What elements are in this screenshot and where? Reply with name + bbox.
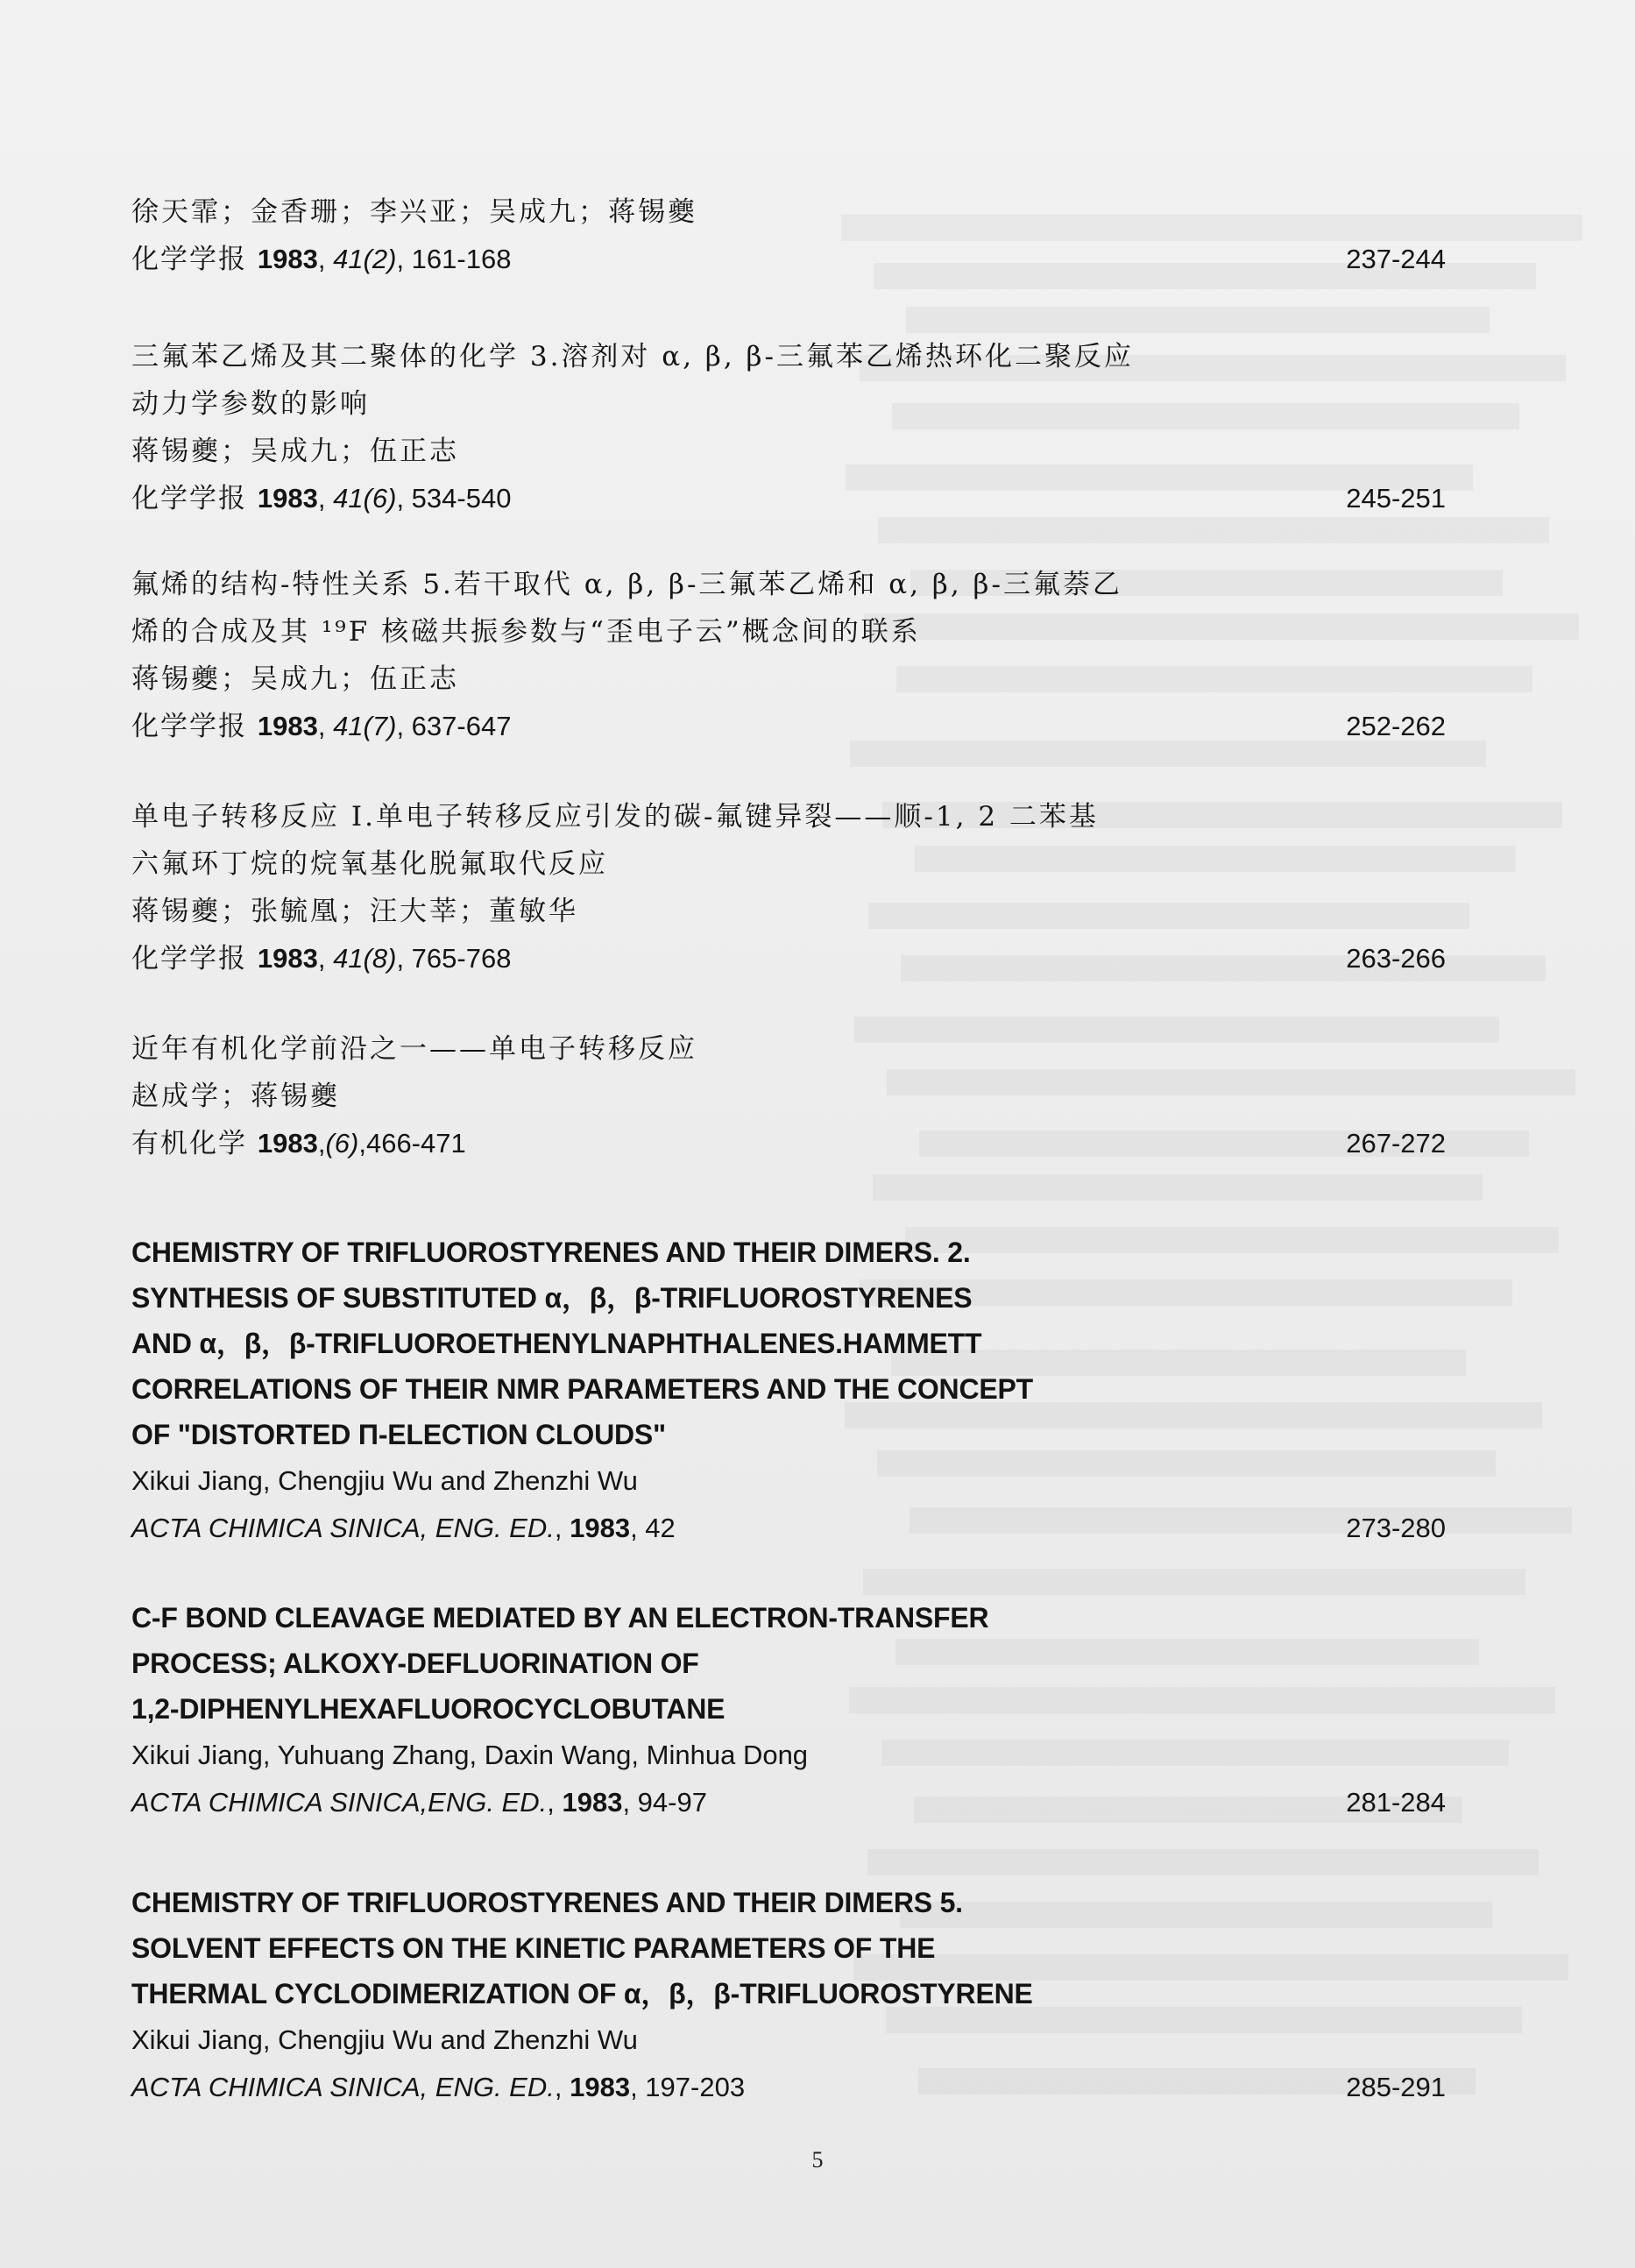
citation-title-line: AND α，β，β-TRIFLUOROETHENYLNAPHTHALENES.HAMMETT [131, 1328, 982, 1359]
citation-title-line: CHEMISTRY OF TRIFLUOROSTYRENES AND THEIR DIMERS. 2. [131, 1237, 971, 1268]
journal-name: 化学学报 [131, 711, 258, 742]
citation-title-line: 1,2-DIPHENYLHEXAFLUOROCYCLOBUTANE [131, 1693, 725, 1725]
citation-authors: 徐天霏；金香珊；李兴亚；吴成九；蒋锡夔 [131, 196, 697, 228]
citation-title-line: C-F BOND CLEAVAGE MEDIATED BY AN ELECTRON-TRANSFER [131, 1602, 989, 1634]
page-number: 5 [811, 2147, 824, 2172]
citation-entry [131, 561, 1446, 750]
citation-title-line: CORRELATIONS OF THEIR NMR PARAMETERS AND THE CONCEPT [131, 1373, 1034, 1405]
page-range: 42 [645, 1513, 676, 1543]
publication-year: 1983 [257, 244, 318, 274]
citation-title-line: OF "DISTORTED Π-ELECTION CLOUDS" [131, 1419, 667, 1450]
page-range: ,466-471 [358, 1128, 466, 1159]
page-range: 197-203 [645, 2072, 746, 2102]
page-range: , 765-768 [396, 943, 512, 974]
citation-title-line: SYNTHESIS OF SUBSTITUTED α，β，β-TRIFLUOROSTYRENES [131, 1282, 973, 1314]
page-range: , 637-647 [396, 711, 512, 741]
volume-issue: (6) [325, 1128, 359, 1159]
journal-name: ACTA CHIMICA SINICA, ENG. ED. [131, 1513, 555, 1543]
ghost-text-band [863, 1569, 1525, 1595]
separator: , [317, 1128, 326, 1159]
citation-source [131, 475, 1446, 522]
page-range: , 161-168 [396, 244, 512, 274]
separator: , [317, 483, 334, 514]
ghost-text-band [906, 307, 1490, 333]
publication-year: 1983 [257, 1128, 318, 1159]
citation-title-line: THERMAL CYCLODIMERIZATION OF α，β，β-TRIFLUOROSTYRENE [131, 1978, 1033, 2009]
citation-entry [131, 1595, 1446, 1826]
citation-source [131, 703, 1446, 750]
page-range-column: 252-262 [1346, 711, 1446, 741]
citation-authors: 蒋锡夔；张毓凰；汪大莘；董敏华 [131, 896, 578, 927]
citation-entry [131, 188, 1446, 283]
citation-title-line: CHEMISTRY OF TRIFLUOROSTYRENES AND THEIR DIMERS 5. [131, 1887, 963, 1918]
publication-year: 1983 [570, 2072, 631, 2102]
citation-source [131, 935, 1446, 982]
page-range: 94-97 [637, 1787, 707, 1818]
citation-source [131, 1505, 1446, 1552]
separator: , [317, 711, 334, 741]
citation-source [131, 236, 1446, 283]
publication-year: 1983 [257, 483, 318, 514]
journal-name: 化学学报 [131, 244, 258, 275]
separator: , [622, 1787, 638, 1818]
citation-authors: Xikui Jiang, Yuhuang Zhang, Daxin Wang, Minhua Dong [131, 1740, 809, 1770]
citation-title-line: 三氟苯乙烯及其二聚体的化学 3.溶剂对 α, β, β-三氟苯乙烯热环化二聚反应 [131, 341, 1134, 372]
separator: , [630, 2072, 646, 2102]
citation-authors: 赵成学；蒋锡夔 [131, 1081, 340, 1112]
citation-title-line: PROCESS; ALKOXY-DEFLUORINATION OF [131, 1648, 699, 1679]
page-range-column: 273-280 [1346, 1513, 1446, 1543]
volume-issue: 41(8) [333, 943, 397, 974]
ghost-text-band [867, 1849, 1539, 1875]
citation-entry [131, 1025, 1446, 1167]
page-range-column: 285-291 [1346, 2072, 1446, 2102]
publication-year: 1983 [257, 711, 318, 741]
citation-entry [131, 1230, 1446, 1552]
separator: , [547, 1787, 563, 1818]
volume-issue: 41(6) [333, 483, 397, 514]
separator: , [317, 244, 334, 274]
citation-title-line: 动力学参数的影响 [131, 388, 370, 420]
ghost-text-band [873, 1174, 1483, 1201]
page-range: , 534-540 [396, 483, 512, 514]
citation-authors: 蒋锡夔；吴成九；伍正志 [131, 663, 459, 695]
journal-name: 化学学报 [131, 943, 258, 975]
journal-name: 有机化学 [131, 1128, 258, 1159]
page-range-column: 245-251 [1346, 483, 1446, 514]
volume-issue: 41(7) [333, 711, 397, 741]
volume-issue: 41(2) [333, 244, 397, 274]
citation-source [131, 1779, 1446, 1826]
separator: , [630, 1513, 646, 1543]
citation-title-line: 氟烯的结构-特性关系 5.若干取代 α, β, β-三氟苯乙烯和 α, β, β-三氟萘乙 [131, 569, 1122, 600]
separator: , [317, 943, 334, 974]
publication-year: 1983 [562, 1787, 623, 1818]
publication-year: 1983 [570, 1513, 631, 1543]
page-range-column: 267-272 [1346, 1128, 1446, 1159]
journal-name: 化学学报 [131, 483, 258, 514]
citation-title-line: 单电子转移反应 Ⅰ.单电子转移反应引发的碳-氟键异裂——顺-1, 2 二苯基 [131, 801, 1099, 833]
journal-name: ACTA CHIMICA SINICA, ENG. ED. [131, 2072, 555, 2102]
citation-source [131, 2064, 1446, 2111]
publication-year: 1983 [257, 943, 318, 974]
citation-entry [131, 793, 1446, 982]
page-range-column: 237-244 [1346, 244, 1446, 274]
page-range-column: 281-284 [1346, 1787, 1446, 1818]
citation-source [131, 1120, 1446, 1167]
citation-title-line: 六氟环丁烷的烷氧基化脱氟取代反应 [131, 848, 608, 880]
page-range-column: 263-266 [1346, 943, 1446, 974]
citation-entry [131, 1880, 1446, 2111]
citation-authors: Xikui Jiang, Chengjiu Wu and Zhenzhi Wu [131, 2024, 638, 2055]
citation-title-line: SOLVENT EFFECTS ON THE KINETIC PARAMETERS OF THE [131, 1932, 936, 1964]
separator: , [554, 2072, 570, 2102]
citation-authors: Xikui Jiang, Chengjiu Wu and Zhenzhi Wu [131, 1465, 638, 1496]
citation-title-line: 近年有机化学前沿之一——单电子转移反应 [131, 1033, 697, 1065]
citation-title-line: 烯的合成及其 ¹⁹F 核磁共振参数与“歪电子云”概念间的联系 [131, 616, 921, 648]
citation-entry [131, 333, 1446, 522]
citation-authors: 蒋锡夔；吴成九；伍正志 [131, 436, 459, 467]
journal-name: ACTA CHIMICA SINICA,ENG. ED. [131, 1787, 548, 1818]
separator: , [554, 1513, 570, 1543]
